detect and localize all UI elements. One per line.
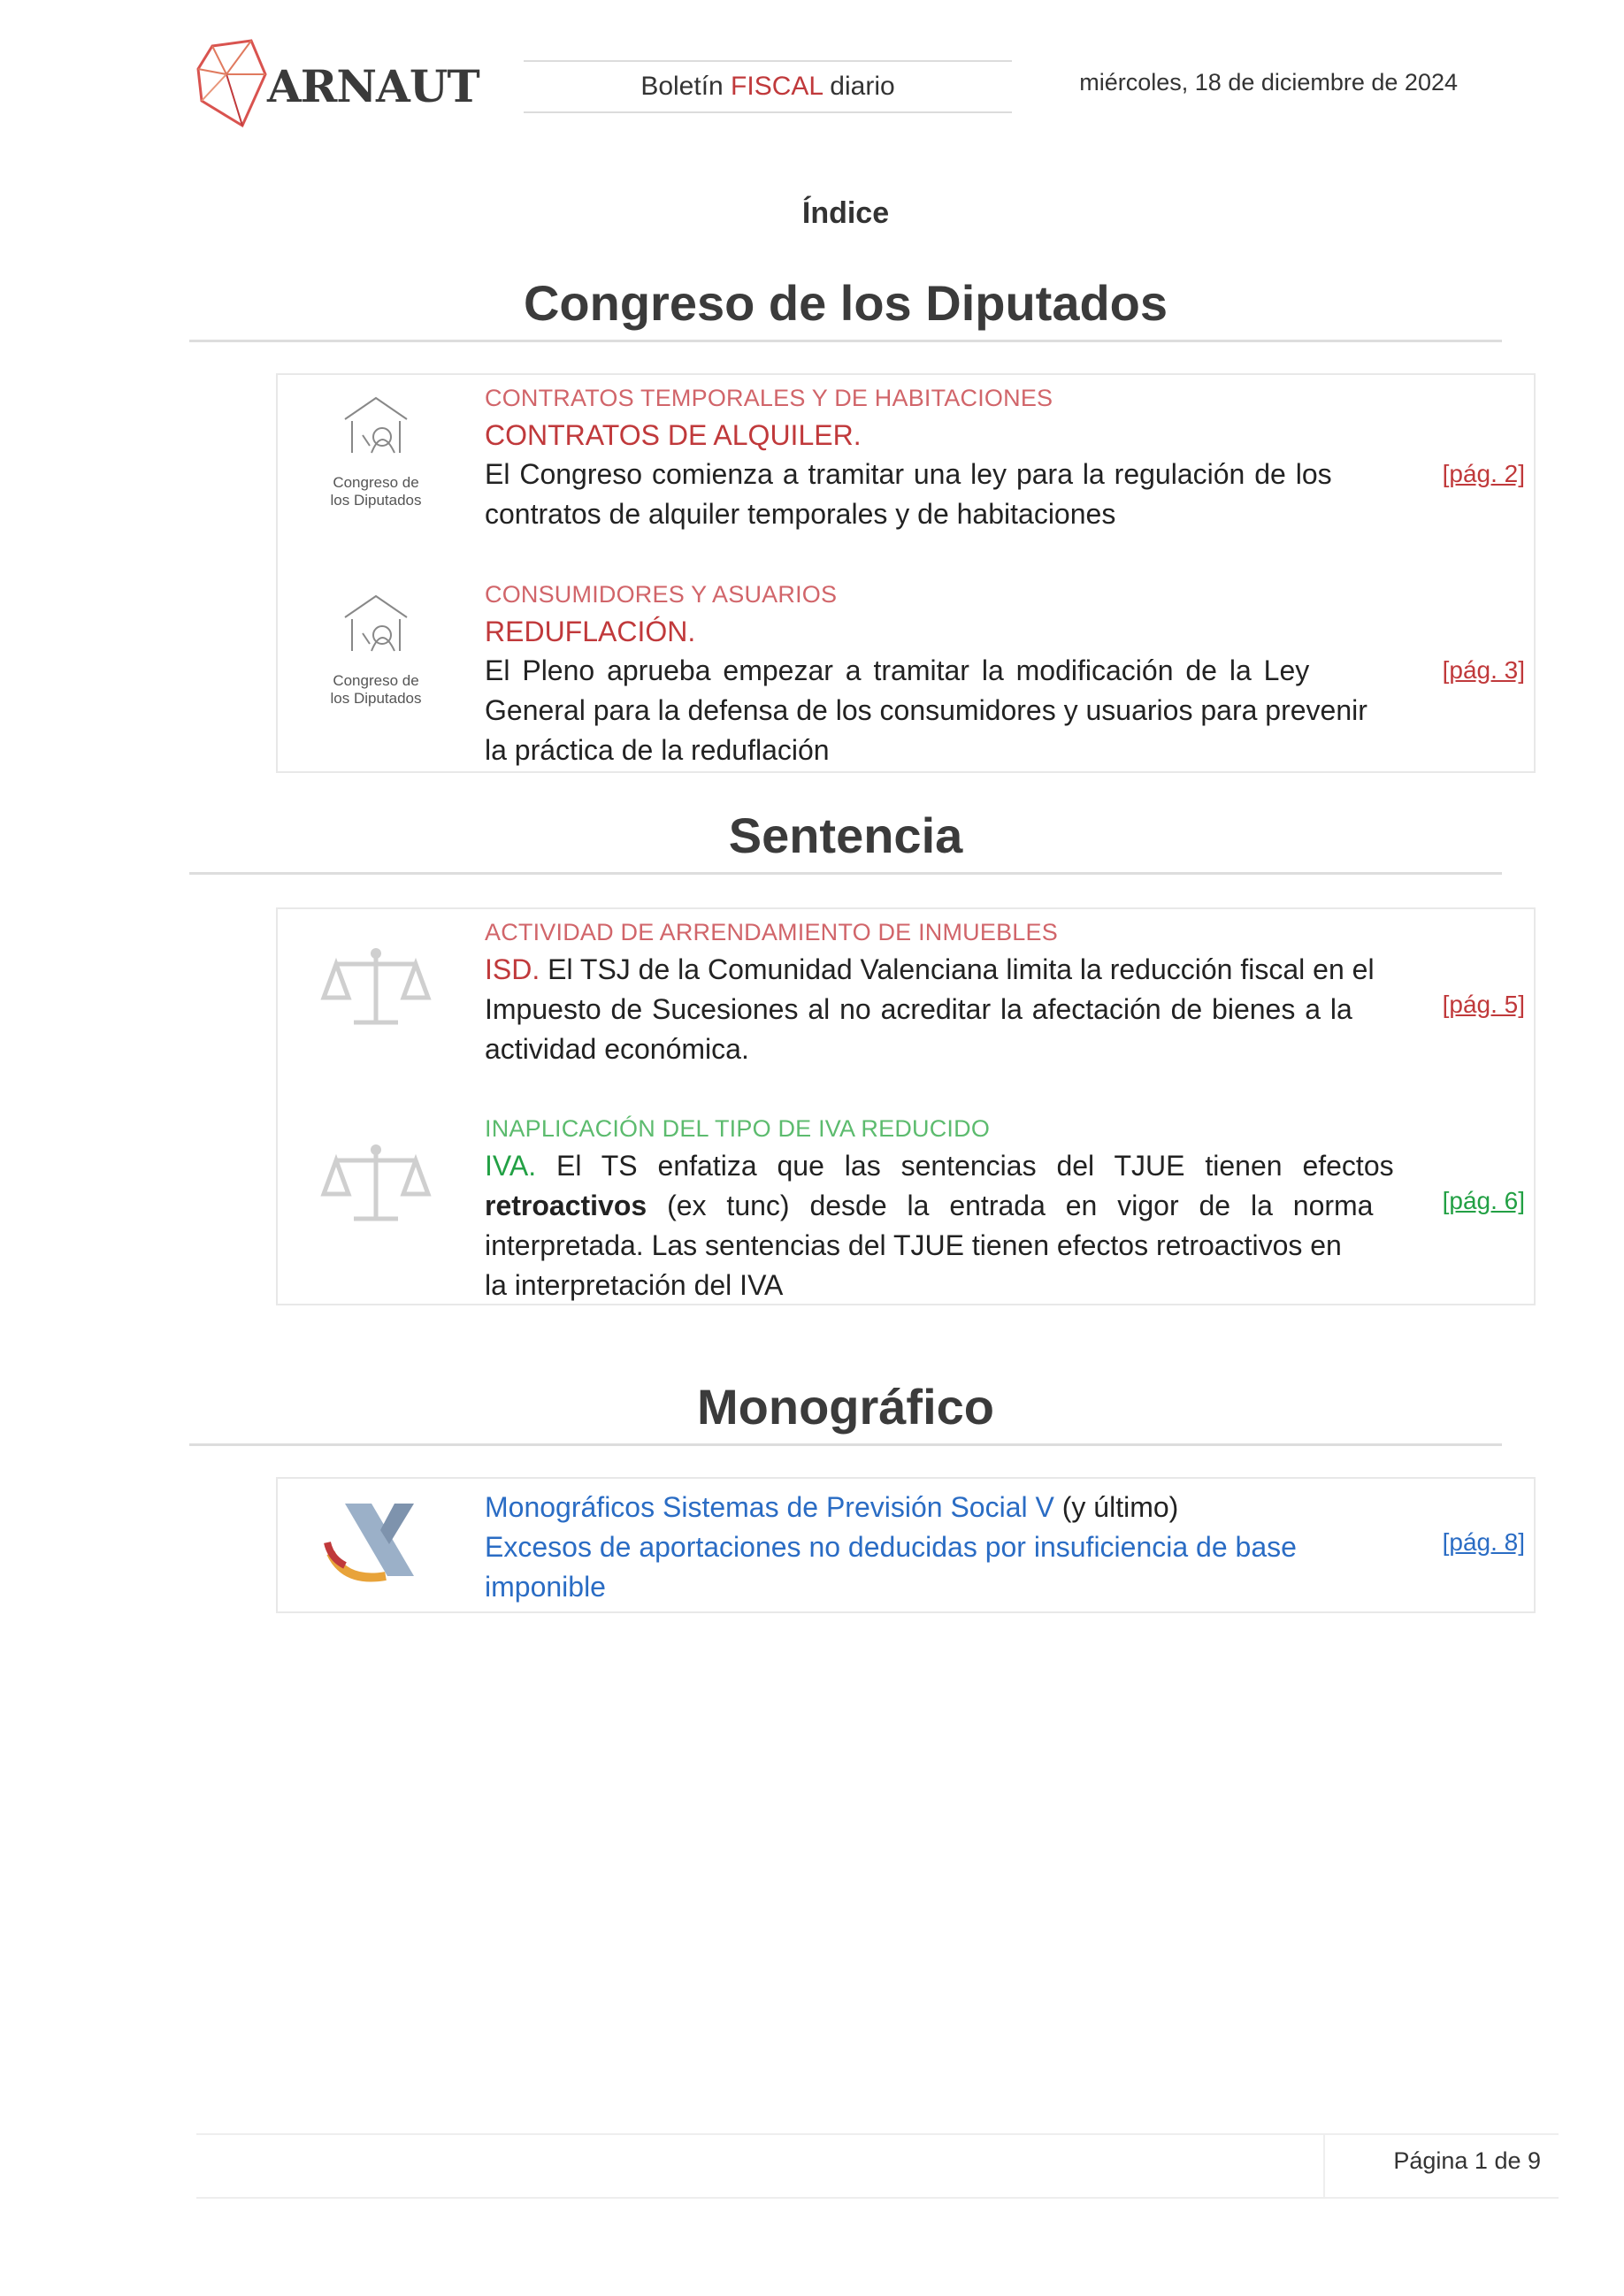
entry-emphasis: retroactivos xyxy=(485,1190,647,1221)
entry-description-text: El TS enfatiza que las sentencias del TJUE tienen efectos xyxy=(536,1150,1394,1182)
entry-description-line: interpretada. Las sentencias del TJUE tienen efectos retroactivos en xyxy=(485,1229,1342,1261)
entry-kicker: REDUFLACIÓN. xyxy=(485,616,696,647)
entry-kicker: ISD. xyxy=(485,953,540,985)
congreso-box xyxy=(276,373,1536,773)
entry-description-line: El Congreso comienza a tramitar una ley para la regulación de los xyxy=(485,458,1332,490)
entry-description-line: imponible xyxy=(485,1571,606,1603)
bulletin-prefix: Boletín xyxy=(640,72,732,101)
entry-category: CONSUMIDORES Y ASUARIOS xyxy=(485,581,838,608)
entry-description-line: Impuesto de Sucesiones al no acreditar la afectación de bienes a la xyxy=(485,993,1352,1025)
entry-description-line: General para la defensa de los consumidores y usuarios para prevenir xyxy=(485,694,1367,726)
logo-wordmark: ARNAUT xyxy=(267,60,479,112)
page-link[interactable]: [pág. 8] xyxy=(1442,1528,1525,1556)
page-link[interactable]: [pág. 3] xyxy=(1442,656,1525,684)
entry-kicker: IVA. xyxy=(485,1150,537,1182)
section-title-congreso: Congreso de los Diputados xyxy=(189,272,1502,342)
entry-description-text: (ex tunc) desde la entrada en vigor de la norma xyxy=(647,1190,1374,1221)
scales-of-justice-icon xyxy=(310,943,442,1045)
page-footer xyxy=(196,2133,1559,2199)
entry-category: ACTIVIDAD DE ARRENDAMIENTO DE INMUEBLES xyxy=(485,919,1058,945)
entry-description-line: El Pleno aprueba empezar a tramitar la modificación de la Ley xyxy=(485,654,1310,686)
entry-description-line: contratos de alquiler temporales y de habitaciones xyxy=(485,498,1116,530)
entry-description-line xyxy=(485,950,1624,990)
entry-description-line: Excesos de aportaciones no deducidas por insuficiencia de base xyxy=(485,1531,1297,1563)
crystal-logo-icon xyxy=(196,39,267,131)
entry-title-line xyxy=(485,1488,1624,1527)
monografico-box xyxy=(276,1477,1536,1613)
entry-category: CONTRATOS TEMPORALES Y DE HABITACIONES xyxy=(485,385,1053,411)
entry-description-text: El TSJ de la Comunidad Valenciana limita la reducción fiscal en el xyxy=(540,953,1375,985)
congreso-logo-icon xyxy=(310,589,442,707)
congreso-logo-icon xyxy=(310,391,442,509)
agencia-tributaria-logo-icon xyxy=(310,1491,442,1593)
bulletin-title xyxy=(524,60,1012,113)
footer-divider xyxy=(1323,2135,1325,2197)
icon-caption: los Diputados xyxy=(330,690,422,707)
sentencia-box xyxy=(276,907,1536,1305)
section-title-sentencia: Sentencia xyxy=(189,805,1502,875)
bulletin-highlight: FISCAL xyxy=(731,72,823,101)
entry-description-line: la interpretación del IVA xyxy=(485,1269,784,1301)
entry-category: INAPLICACIÓN DEL TIPO DE IVA REDUCIDO xyxy=(485,1115,991,1142)
icon-caption: los Diputados xyxy=(330,492,422,509)
issue-date: miércoles, 18 de diciembre de 2024 xyxy=(1079,69,1458,96)
page-link[interactable]: [pág. 2] xyxy=(1442,460,1525,487)
scales-of-justice-icon xyxy=(310,1139,442,1241)
arnaut-logo xyxy=(196,39,479,131)
entry-kicker: CONTRATOS DE ALQUILER. xyxy=(485,419,862,451)
entry-title-rest: (y último) xyxy=(1053,1491,1179,1523)
icon-caption: Congreso de xyxy=(333,474,419,491)
section-title-monografico: Monográfico xyxy=(189,1376,1502,1446)
page-number: Página 1 de 9 xyxy=(1393,2147,1541,2174)
entry-description-line: actividad económica. xyxy=(485,1033,749,1065)
bulletin-suffix: diario xyxy=(822,72,895,101)
entry-description-line xyxy=(485,1146,1624,1186)
entry-description-line: la práctica de la reduflación xyxy=(485,734,830,766)
icon-caption: Congreso de xyxy=(333,672,419,689)
page-link[interactable]: [pág. 5] xyxy=(1442,991,1525,1018)
page-link[interactable]: [pág. 6] xyxy=(1442,1187,1525,1214)
index-title: Índice xyxy=(801,196,890,230)
entry-title-highlight: Monográficos Sistemas de Previsión Social V xyxy=(485,1491,1054,1523)
